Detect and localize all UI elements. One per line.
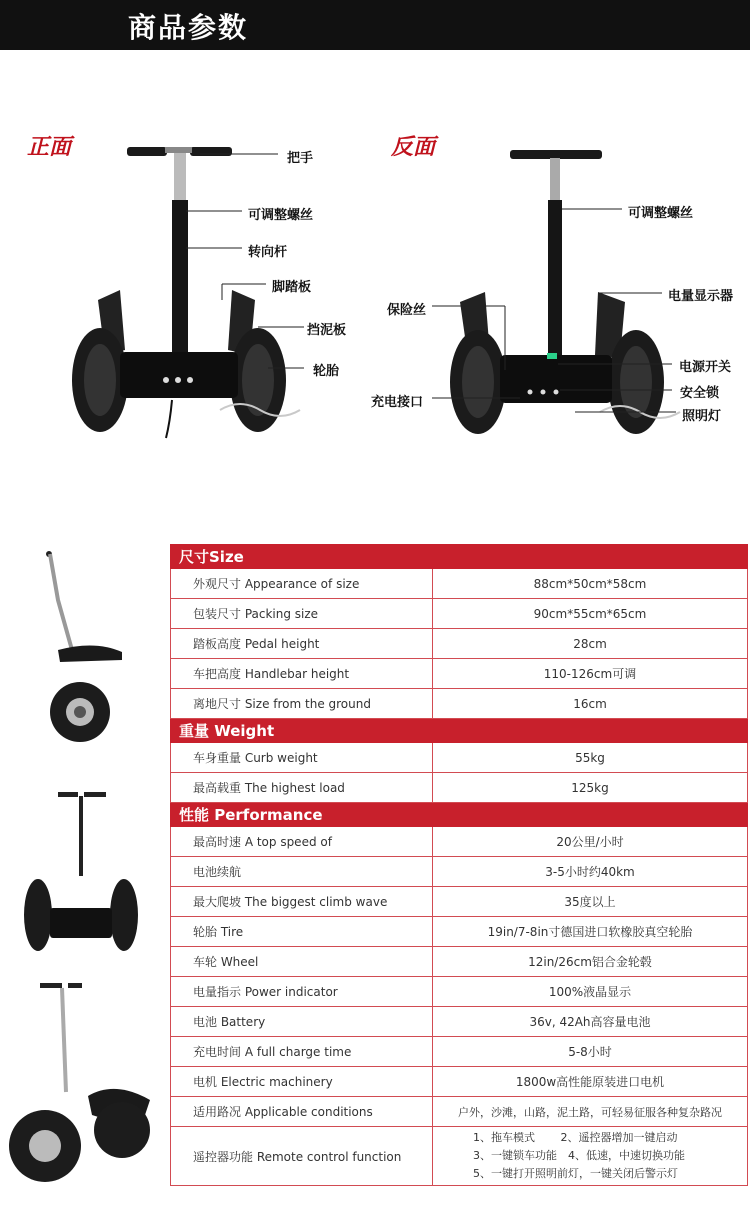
page-title: 商品参数: [128, 11, 249, 44]
table-row: 踏板高度 Pedal height 28cm: [171, 629, 748, 659]
front-label: 正面: [27, 135, 72, 160]
side-photos-svg: [0, 540, 165, 1209]
table-row: 车身重量 Curb weight 55kg: [171, 743, 748, 773]
table-row: 电机 Electric machinery 1800w高性能原装进口电机: [171, 1067, 748, 1097]
photo-angle-view: [9, 983, 150, 1182]
table-row: 离地尺寸 Size from the ground 16cm: [171, 689, 748, 719]
callout-tire: 轮胎: [313, 364, 340, 379]
back-scooter: [450, 150, 680, 434]
table-row: 车把高度 Handlebar height 110-126cm可调: [171, 659, 748, 689]
front-scooter: [72, 147, 300, 438]
table-row: 轮胎 Tire 19in/7-8in寸德国进口软橡胶真空轮胎: [171, 917, 748, 947]
back-label: 反面: [391, 135, 436, 160]
callout-lights: 照明灯: [682, 409, 722, 424]
callout-charge-port: 充电接口: [371, 395, 424, 410]
callout-power-switch: 电源开关: [679, 360, 732, 375]
remote-functions: 1、拖车模式 2、遥控器增加一键启动 3、一键锁车功能 4、低速，中速切换功能 5、一键打开照明前灯，一键关闭后警示灯: [433, 1127, 748, 1186]
table-row-remote: 遥控器功能 Remote control function 1、拖车模式 2、遥控器增加一键启动 3、一键锁车功能 4、低速，中速切换功能 5、一键打开照明前灯，一键关闭后警示灯: [171, 1127, 748, 1186]
callout-steering-rod: 转向杆: [248, 245, 288, 260]
table-row: 外观尺寸 Appearance of size 88cm*50cm*58cm: [171, 569, 748, 599]
product-diagram: [0, 50, 750, 540]
callout-fender: 挡泥板: [307, 323, 347, 338]
table-row: 最高时速 A top speed of 20公里/小时: [171, 827, 748, 857]
callout-adjust-screw-front: 可调整螺丝: [248, 208, 314, 223]
callout-battery-display: 电量显示器: [668, 289, 734, 304]
photo-side-view: [46, 551, 122, 742]
table-row: 包装尺寸 Packing size 90cm*55cm*65cm: [171, 599, 748, 629]
section-performance: 性能 Performance: [171, 803, 748, 827]
callout-adjust-screw-back: 可调整螺丝: [628, 206, 694, 221]
spec-area: [0, 540, 750, 1209]
spec-table: [170, 544, 748, 1186]
photo-front-view: [24, 792, 138, 951]
table-row: 电池续航 3-5小时约40km: [171, 857, 748, 887]
header-bar: [0, 0, 750, 50]
table-row: 电池 Battery 36v, 42Ah高容量电池: [171, 1007, 748, 1037]
table-row: 最大爬坡 The biggest climb wave 35度以上: [171, 887, 748, 917]
table-row: 电量指示 Power indicator 100%液晶显示: [171, 977, 748, 1007]
table-row: 车轮 Wheel 12in/26cm铝合金轮毂: [171, 947, 748, 977]
section-weight: 重量 Weight: [171, 719, 748, 743]
callout-handle: 把手: [287, 151, 314, 166]
table-row: 充电时间 A full charge time 5-8小时: [171, 1037, 748, 1067]
callout-fuse: 保险丝: [387, 303, 427, 318]
callout-safety-lock: 安全锁: [680, 386, 720, 401]
side-photos: [0, 540, 165, 1209]
table-row: 最高载重 The highest load 125kg: [171, 773, 748, 803]
callout-pedal: 脚踏板: [272, 280, 312, 295]
scooter-diagram-svg: [0, 50, 750, 540]
table-row: 适用路况 Applicable conditions 户外，沙滩，山路，泥土路，可轻易征服各种复杂路况: [171, 1097, 748, 1127]
section-size: 尺寸Size: [171, 545, 748, 569]
